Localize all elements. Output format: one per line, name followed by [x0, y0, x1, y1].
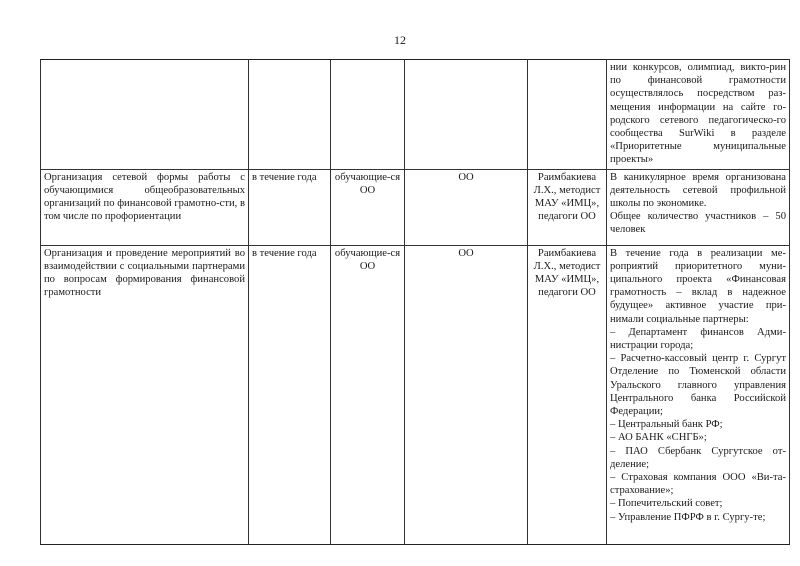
event-cell: Организация сетевой формы работы с обучающимися общеобразовательных организаций по финансовой грамотно-сти, в том числе по профориентации	[41, 169, 249, 245]
result-paragraph: Общее количество участников – 50 человек	[610, 211, 786, 236]
period-cell: в течение года	[249, 245, 331, 544]
result-paragraph: В каникулярное время организована деятельность сетевой профильной школы по экономике.	[610, 171, 786, 210]
responsible-cell: Раимбакиева Л.Х., методист МАУ «ИМЦ», педагоги ОО	[528, 245, 607, 544]
partner-item: – Управление ПФРФ в г. Сургу-те;	[610, 511, 766, 523]
venue-cell: ОО	[405, 245, 528, 544]
result-cell	[607, 60, 790, 170]
participants-cell: обучающие-ся ОО	[331, 169, 405, 245]
page-number: 12	[394, 33, 406, 47]
partner-item: – ПАО Сбербанк Сургутское от-деление;	[610, 445, 786, 470]
partner-item: – Центральный банк РФ;	[610, 419, 723, 431]
partner-item: – Попечительский совет;	[610, 498, 723, 510]
table-row	[41, 60, 790, 170]
venue-cell: ОО	[405, 169, 528, 245]
activity-table	[40, 59, 790, 545]
result-cell	[607, 169, 790, 245]
table-row	[41, 169, 790, 245]
result-cell	[607, 245, 790, 544]
participants-cell	[331, 60, 405, 170]
period-cell: в течение года	[249, 169, 331, 245]
event-cell	[41, 60, 249, 170]
partner-item: – Страховая компания ООО «Ви-та-страхование»;	[610, 472, 786, 497]
responsible-cell	[528, 60, 607, 170]
partner-item: – Расчетно-кассовый центр г. Сургут Отделение по Тюменской области Уральского главного управления Центрального банка Российской Федерации;	[610, 353, 786, 418]
partner-item: – АО БАНК «СНГБ»;	[610, 432, 707, 444]
result-paragraph: нии конкурсов, олимпиад, викто-рин по финансовой грамотности осуществлялось посредством раз-мещения информации на сайте го-родского сетевого педагогическо-го сообщества SurWiki в разделе «Приоритетные муниципальные проекты»	[610, 62, 786, 166]
result-intro: В течение года в реализации ме-роприятий приоритетного муни-ципального проекта «Финансовая грамотность – вклад в надежное будущее» активное участие при-нимали социальные партнеры:	[610, 247, 786, 325]
partner-item: – Департамент финансов Адми-нистрации города;	[610, 326, 786, 352]
participants-cell: обучающие-ся ОО	[331, 245, 405, 544]
responsible-cell: Раимбакиева Л.Х., методист МАУ «ИМЦ», педагоги ОО	[528, 169, 607, 245]
event-cell: Организация и проведение мероприятий во взаимодействии с социальными партнерами по вопросам формирования финансовой грамотности	[41, 245, 249, 544]
table-row	[41, 245, 790, 544]
venue-cell	[405, 60, 528, 170]
period-cell	[249, 60, 331, 170]
